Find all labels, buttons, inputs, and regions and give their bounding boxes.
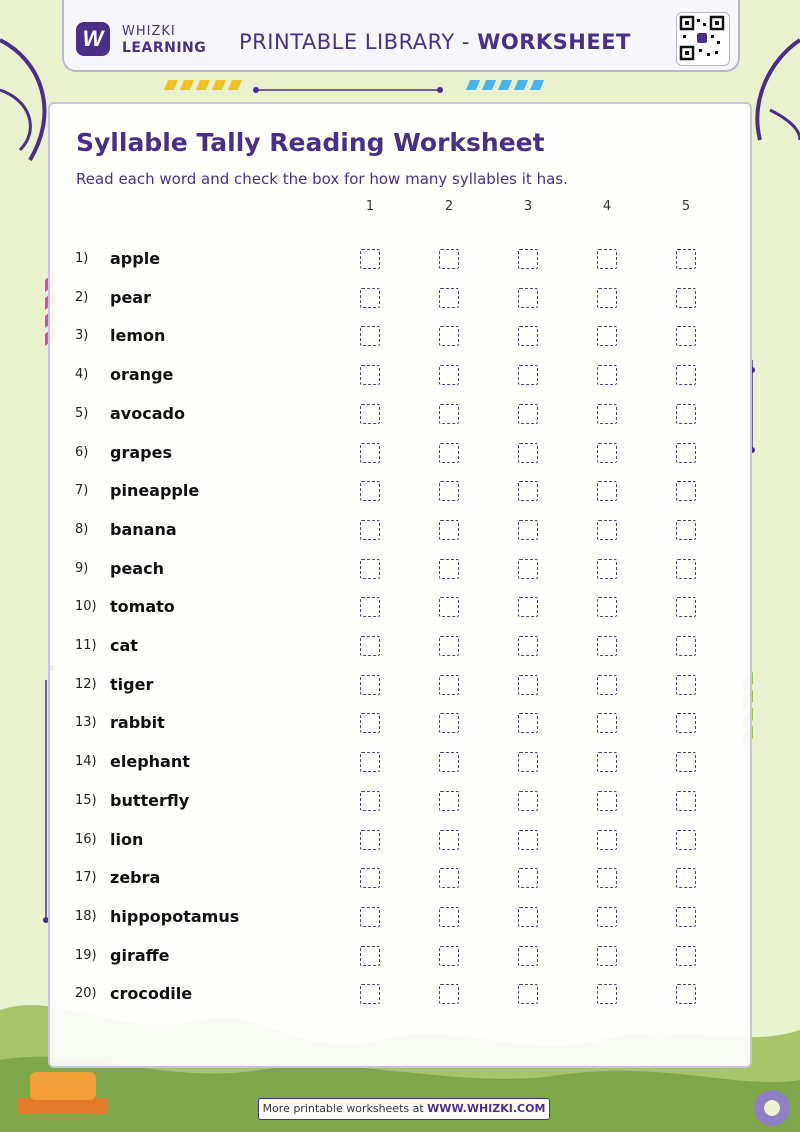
syllable-checkbox-5[interactable] xyxy=(676,520,696,540)
syllable-checkbox-2[interactable] xyxy=(439,481,459,501)
syllable-checkbox-1[interactable] xyxy=(360,830,380,850)
row-word: elephant xyxy=(110,752,190,772)
header-bar xyxy=(62,0,740,72)
syllable-checkbox-3[interactable] xyxy=(518,675,538,695)
syllable-checkbox-4[interactable] xyxy=(597,675,617,695)
column-header: 5 xyxy=(681,199,691,214)
syllable-checkbox-1[interactable] xyxy=(360,907,380,927)
syllable-checkbox-1[interactable] xyxy=(360,443,380,463)
row-number: 3) xyxy=(75,328,89,344)
syllable-checkbox-2[interactable] xyxy=(439,443,459,463)
row-word: lemon xyxy=(110,326,166,346)
syllable-checkbox-4[interactable] xyxy=(597,984,617,1004)
syllable-checkbox-5[interactable] xyxy=(676,907,696,927)
syllable-checkbox-4[interactable] xyxy=(597,791,617,811)
worksheet-instructions: Read each word and check the box for how many syllables it has. xyxy=(76,170,568,188)
row-word: orange xyxy=(110,365,174,385)
syllable-checkbox-4[interactable] xyxy=(597,481,617,501)
worksheet-title: Syllable Tally Reading Worksheet xyxy=(76,128,545,157)
syllable-checkbox-3[interactable] xyxy=(518,559,538,579)
row-word: grapes xyxy=(110,442,172,462)
syllable-checkbox-5[interactable] xyxy=(676,791,696,811)
row-number: 14) xyxy=(75,754,97,770)
syllable-checkbox-2[interactable] xyxy=(439,636,459,656)
syllable-checkbox-3[interactable] xyxy=(518,520,538,540)
row-word: lion xyxy=(110,829,144,849)
row-word: crocodile xyxy=(110,984,193,1004)
syllable-checkbox-5[interactable] xyxy=(676,868,696,888)
footer-text: More printable worksheets at xyxy=(262,1102,428,1115)
syllable-checkbox-1[interactable] xyxy=(360,404,380,424)
syllable-checkbox-2[interactable] xyxy=(439,288,459,308)
syllable-checkbox-4[interactable] xyxy=(597,326,617,346)
row-word: apple xyxy=(110,249,161,268)
syllable-checkbox-1[interactable] xyxy=(360,752,380,772)
header-title-prefix: PRINTABLE LIBRARY - xyxy=(239,30,478,54)
syllable-checkbox-3[interactable] xyxy=(518,443,538,463)
syllable-checkbox-2[interactable] xyxy=(439,365,459,385)
syllable-checkbox-2[interactable] xyxy=(439,404,459,424)
brand-subtitle: LEARNING xyxy=(122,40,207,56)
syllable-checkbox-2[interactable] xyxy=(439,520,459,540)
syllable-checkbox-3[interactable] xyxy=(518,404,538,424)
syllable-checkbox-1[interactable] xyxy=(360,713,380,733)
syllable-checkbox-3[interactable] xyxy=(518,481,538,501)
column-header: 3 xyxy=(523,199,533,214)
row-word: hippopotamus xyxy=(110,906,240,926)
syllable-checkbox-2[interactable] xyxy=(439,791,459,811)
syllable-checkbox-2[interactable] xyxy=(439,984,459,1004)
syllable-checkbox-5[interactable] xyxy=(676,675,696,695)
row-number: 11) xyxy=(75,638,97,653)
syllable-checkbox-3[interactable] xyxy=(518,791,538,811)
row-word: pineapple xyxy=(110,481,200,501)
syllable-checkbox-1[interactable] xyxy=(360,636,380,656)
syllable-checkbox-2[interactable] xyxy=(439,675,459,695)
row-word: peach xyxy=(110,558,164,578)
row-number: 10) xyxy=(75,599,97,615)
row-word: pear xyxy=(110,287,151,307)
syllable-checkbox-1[interactable] xyxy=(360,481,380,501)
row-word: cat xyxy=(110,636,138,655)
syllable-checkbox-1[interactable] xyxy=(360,984,380,1004)
row-number: 5) xyxy=(75,405,89,421)
syllable-checkbox-1[interactable] xyxy=(360,249,380,269)
syllable-checkbox-5[interactable] xyxy=(676,946,696,966)
whizki-logo-icon[interactable]: W xyxy=(76,22,110,56)
row-number: 18) xyxy=(75,908,97,924)
syllable-checkbox-2[interactable] xyxy=(439,830,459,850)
syllable-checkbox-3[interactable] xyxy=(518,907,538,927)
syllable-checkbox-4[interactable] xyxy=(597,559,617,579)
syllable-checkbox-4[interactable] xyxy=(597,868,617,888)
row-number: 6) xyxy=(75,444,89,460)
footer-banner xyxy=(258,1098,550,1120)
qr-code-graphic xyxy=(677,13,727,63)
syllable-checkbox-5[interactable] xyxy=(676,559,696,579)
row-number: 2) xyxy=(75,289,89,305)
syllable-checkbox-4[interactable] xyxy=(597,636,617,656)
syllable-checkbox-2[interactable] xyxy=(439,868,459,888)
syllable-checkbox-4[interactable] xyxy=(597,443,617,463)
qr-code-icon[interactable] xyxy=(676,12,730,66)
syllable-checkbox-4[interactable] xyxy=(597,597,617,617)
syllable-checkbox-5[interactable] xyxy=(676,984,696,1004)
syllable-checkbox-2[interactable] xyxy=(439,326,459,346)
row-word: giraffe xyxy=(110,945,170,965)
row-number: 7) xyxy=(75,483,89,499)
syllable-checkbox-5[interactable] xyxy=(676,481,696,501)
syllable-checkbox-5[interactable] xyxy=(676,249,696,269)
syllable-checkbox-4[interactable] xyxy=(597,830,617,850)
row-number: 19) xyxy=(75,947,97,963)
syllable-checkbox-4[interactable] xyxy=(597,520,617,540)
syllable-checkbox-3[interactable] xyxy=(518,249,538,269)
syllable-checkbox-1[interactable] xyxy=(360,868,380,888)
column-header: 1 xyxy=(365,199,375,214)
row-number: 17) xyxy=(75,870,97,886)
syllable-checkbox-2[interactable] xyxy=(439,597,459,617)
row-number: 13) xyxy=(75,715,97,731)
row-word: banana xyxy=(110,519,177,539)
header-title xyxy=(239,30,631,54)
syllable-checkbox-5[interactable] xyxy=(676,752,696,772)
syllable-checkbox-1[interactable] xyxy=(360,288,380,308)
syllable-checkbox-1[interactable] xyxy=(360,365,380,385)
row-number: 4) xyxy=(75,367,89,383)
brand-name: WHIZKI xyxy=(122,24,176,39)
row-number: 12) xyxy=(75,676,97,692)
syllable-checkbox-3[interactable] xyxy=(518,288,538,308)
syllable-checkbox-5[interactable] xyxy=(676,597,696,617)
syllable-checkbox-3[interactable] xyxy=(518,597,538,617)
row-number: 8) xyxy=(75,521,89,537)
syllable-checkbox-4[interactable] xyxy=(597,752,617,772)
syllable-checkbox-2[interactable] xyxy=(439,559,459,579)
syllable-checkbox-5[interactable] xyxy=(676,830,696,850)
row-word: tiger xyxy=(110,674,154,694)
syllable-checkbox-1[interactable] xyxy=(360,675,380,695)
syllable-checkbox-3[interactable] xyxy=(518,868,538,888)
syllable-checkbox-1[interactable] xyxy=(360,326,380,346)
syllable-checkbox-5[interactable] xyxy=(676,404,696,424)
header-title-bold: WORKSHEET xyxy=(477,30,631,54)
syllable-checkbox-3[interactable] xyxy=(518,713,538,733)
row-word: butterfly xyxy=(110,790,190,810)
row-number: 16) xyxy=(75,831,97,847)
syllable-checkbox-5[interactable] xyxy=(676,326,696,346)
row-word: avocado xyxy=(110,403,185,423)
syllable-checkbox-1[interactable] xyxy=(360,520,380,540)
syllable-checkbox-3[interactable] xyxy=(518,326,538,346)
syllable-checkbox-2[interactable] xyxy=(439,907,459,927)
syllable-checkbox-5[interactable] xyxy=(676,288,696,308)
syllable-checkbox-1[interactable] xyxy=(360,946,380,966)
syllable-checkbox-3[interactable] xyxy=(518,830,538,850)
syllable-checkbox-5[interactable] xyxy=(676,636,696,656)
syllable-checkbox-4[interactable] xyxy=(597,946,617,966)
syllable-checkbox-3[interactable] xyxy=(518,946,538,966)
footer-link[interactable]: WWW.WHIZKI.COM xyxy=(427,1102,546,1115)
column-header: 4 xyxy=(602,199,612,214)
syllable-checkbox-5[interactable] xyxy=(676,443,696,463)
row-word: zebra xyxy=(110,868,161,888)
syllable-checkbox-5[interactable] xyxy=(676,713,696,733)
syllable-checkbox-1[interactable] xyxy=(360,597,380,617)
syllable-checkbox-3[interactable] xyxy=(518,636,538,656)
row-number: 15) xyxy=(75,792,97,808)
row-word: tomato xyxy=(110,597,175,617)
syllable-checkbox-2[interactable] xyxy=(439,946,459,966)
row-word: rabbit xyxy=(110,713,165,733)
syllable-checkbox-4[interactable] xyxy=(597,365,617,385)
syllable-checkbox-4[interactable] xyxy=(597,907,617,927)
syllable-checkbox-1[interactable] xyxy=(360,559,380,579)
syllable-checkbox-5[interactable] xyxy=(676,365,696,385)
row-number: 1) xyxy=(75,251,89,266)
syllable-checkbox-4[interactable] xyxy=(597,288,617,308)
column-header: 2 xyxy=(444,199,454,214)
syllable-checkbox-3[interactable] xyxy=(518,365,538,385)
syllable-checkbox-3[interactable] xyxy=(518,752,538,772)
syllable-checkbox-4[interactable] xyxy=(597,713,617,733)
syllable-checkbox-2[interactable] xyxy=(439,249,459,269)
syllable-checkbox-4[interactable] xyxy=(597,249,617,269)
syllable-checkbox-1[interactable] xyxy=(360,791,380,811)
syllable-checkbox-2[interactable] xyxy=(439,713,459,733)
syllable-checkbox-2[interactable] xyxy=(439,752,459,772)
syllable-checkbox-3[interactable] xyxy=(518,984,538,1004)
row-number: 9) xyxy=(75,560,89,576)
syllable-checkbox-4[interactable] xyxy=(597,404,617,424)
row-number: 20) xyxy=(75,986,97,1002)
